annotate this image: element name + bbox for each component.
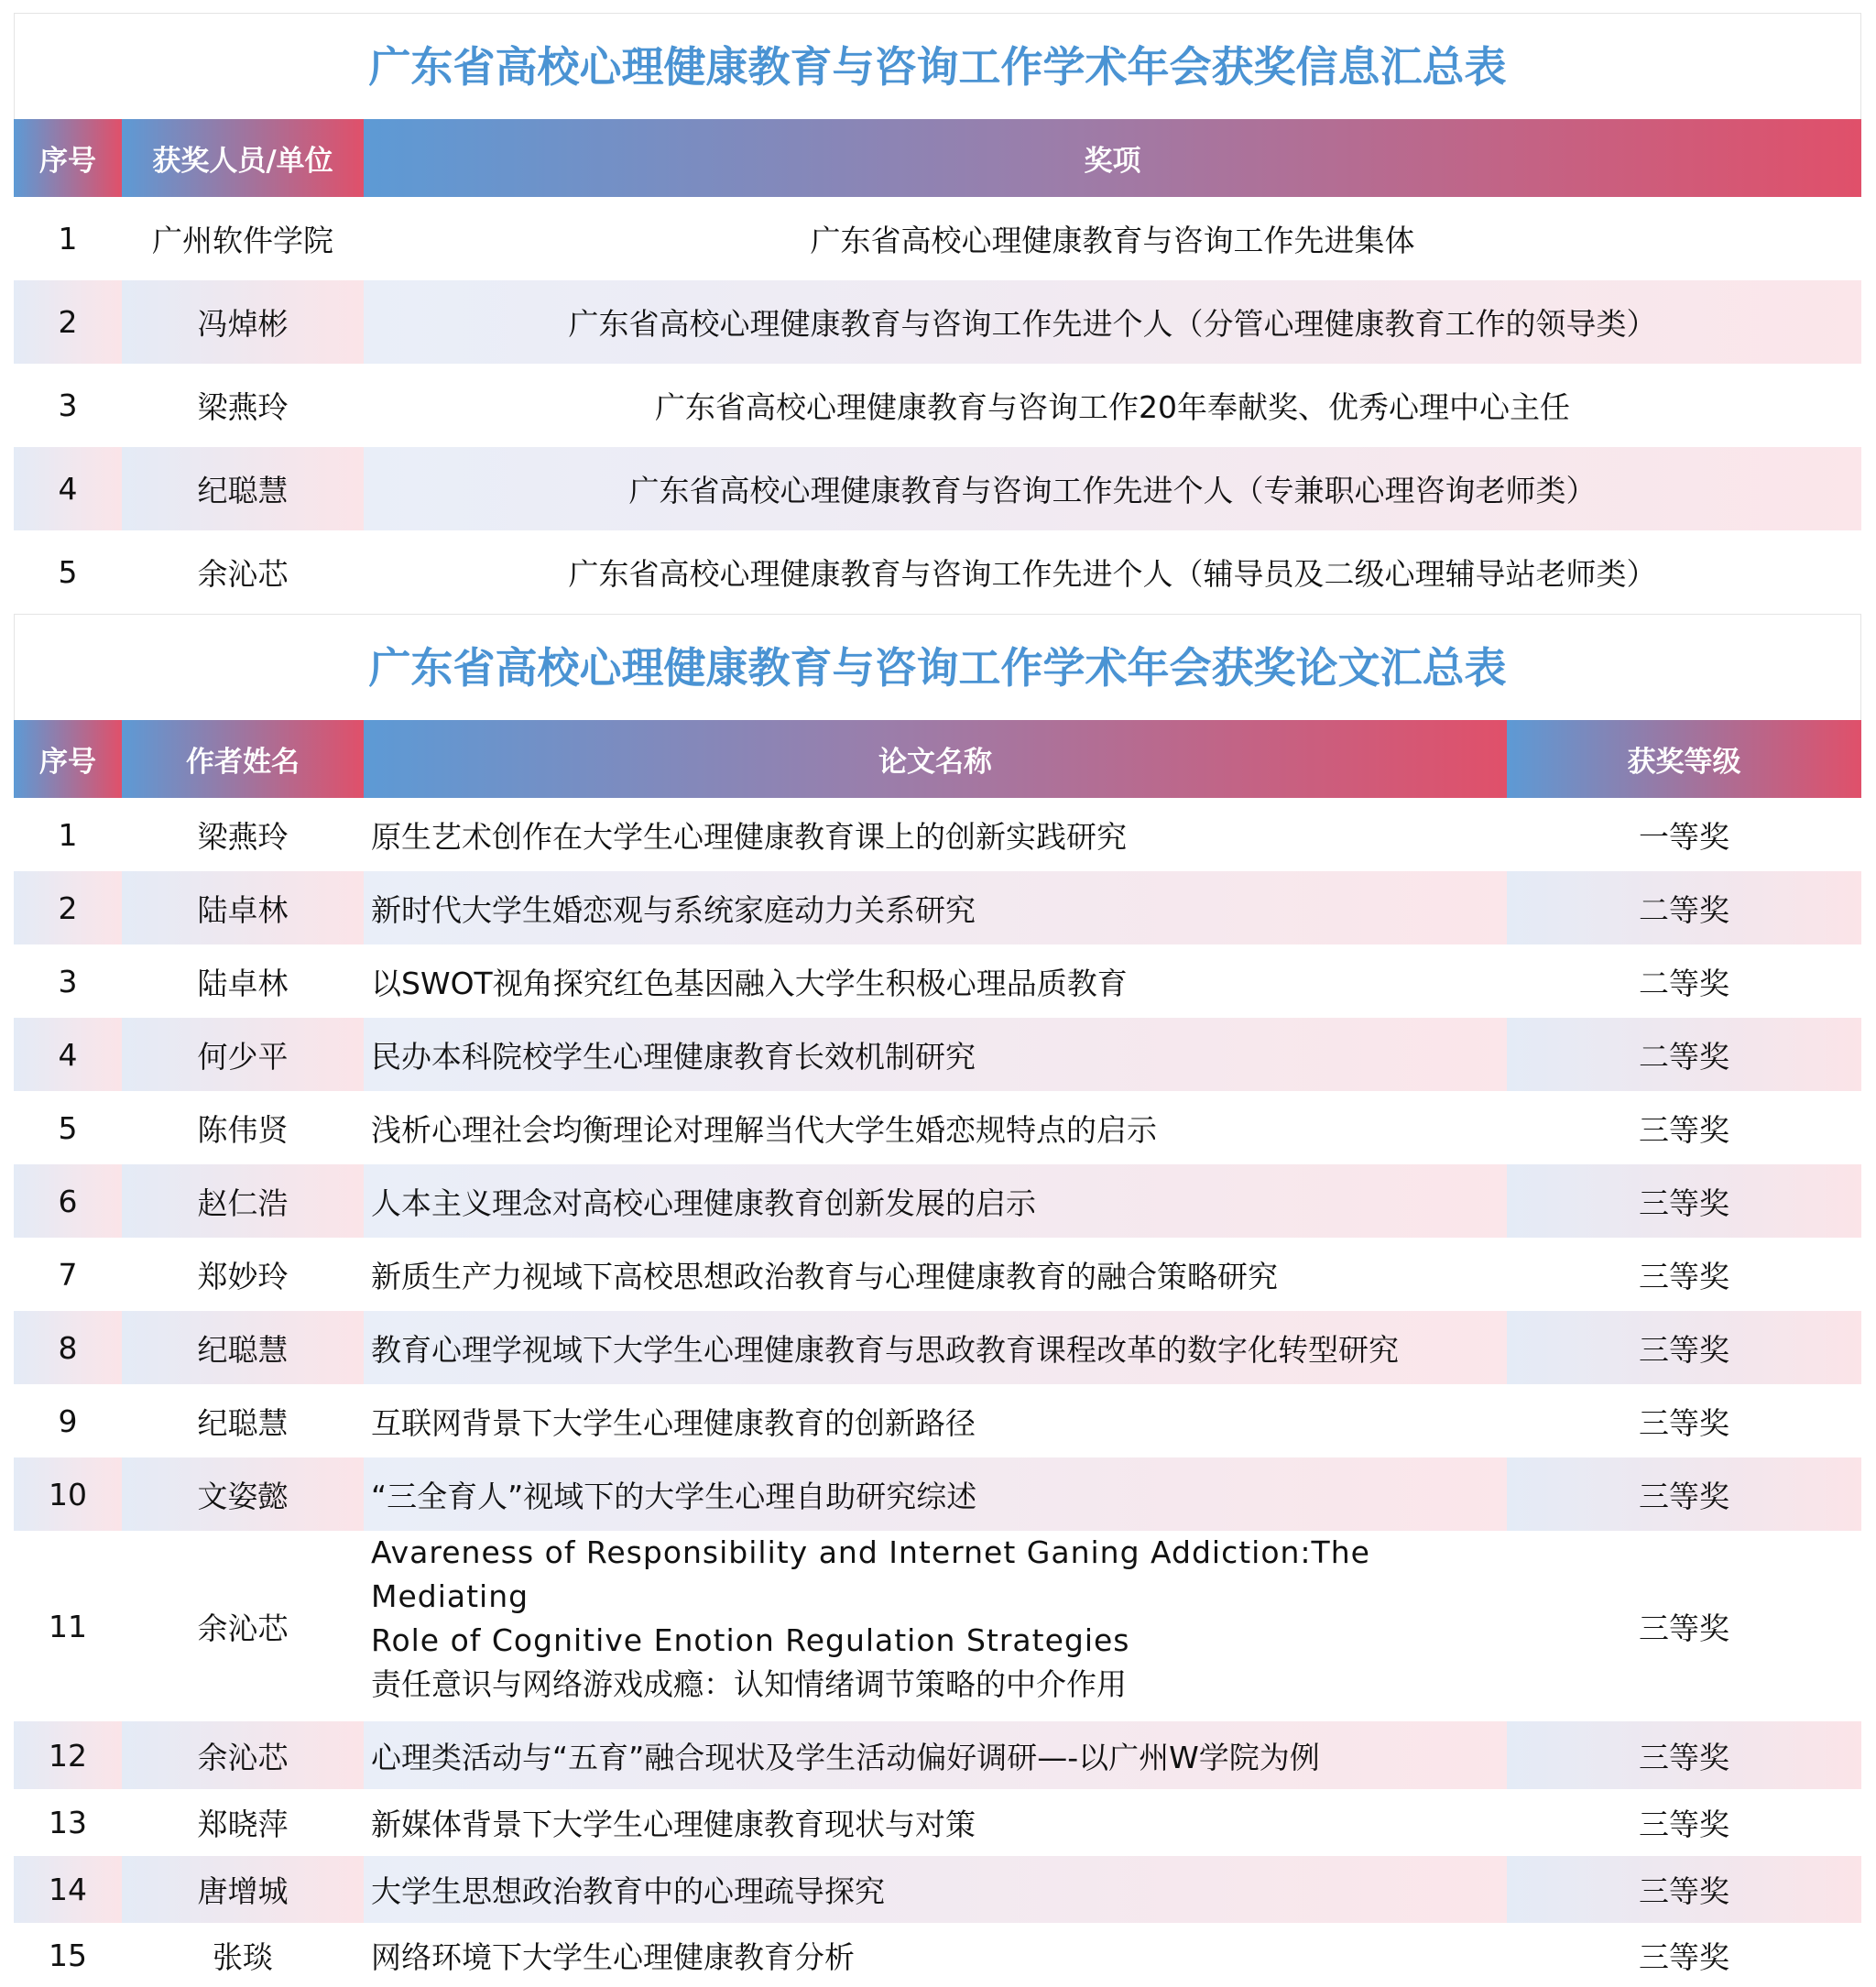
- row-no: 7: [58, 1256, 78, 1293]
- header-winner: 获奖人员/单位: [122, 119, 364, 197]
- row-no: 8: [14, 1311, 122, 1384]
- award-info-table: [14, 13, 1861, 614]
- table-row: [14, 1091, 1861, 1164]
- row-grade: 三等奖: [1639, 1938, 1729, 1975]
- row-award: 广东省高校心理健康教育与咨询工作20年奉献奖、优秀心理中心主任: [655, 389, 1570, 425]
- table-row: [14, 1721, 1861, 1789]
- row-no: 13: [49, 1805, 87, 1840]
- row-no: 12: [14, 1721, 122, 1789]
- table-row: [14, 1789, 1861, 1856]
- row-paper: 新时代大学生婚恋观与系统家庭动力关系研究: [364, 871, 1507, 944]
- header-no: 序号: [14, 720, 122, 798]
- row-award: 广东省高校心理健康教育与咨询工作先进个人（辅导员及二级心理辅导站老师类）: [568, 556, 1657, 592]
- row-no: 3: [58, 388, 78, 423]
- row-grade: 三等奖: [1639, 1610, 1729, 1646]
- row-grade: 三等奖: [1639, 1258, 1729, 1294]
- table-row: [14, 1018, 1861, 1091]
- row-no: 2: [14, 871, 122, 944]
- award-paper-table: [14, 614, 1861, 1987]
- row-no: 11: [49, 1608, 87, 1644]
- row-no: 5: [58, 1109, 78, 1146]
- table-row: [14, 364, 1861, 447]
- row-grade: 三等奖: [1507, 1311, 1861, 1384]
- row-author: 余沁芯: [197, 1610, 289, 1646]
- row-paper: 新质生产力视域下高校思想政治教育与心理健康教育的融合策略研究: [371, 1258, 1278, 1294]
- row-paper: 网络环境下大学生心理健康教育分析: [371, 1938, 855, 1975]
- row-grade: 三等奖: [1507, 1457, 1861, 1531]
- row-grade: 三等奖: [1639, 1111, 1729, 1148]
- row-no: 14: [14, 1856, 122, 1923]
- row-author: 唐增城: [122, 1856, 364, 1923]
- row-author: 陆卓林: [197, 965, 289, 1001]
- row-author: 梁燕玲: [197, 818, 289, 855]
- table-row: [14, 280, 1861, 364]
- row-author: 郑晓萍: [197, 1807, 289, 1842]
- row-no: 3: [58, 963, 78, 999]
- row-no: 1: [58, 221, 78, 257]
- row-author: 纪聪慧: [122, 1311, 364, 1384]
- header-author: 作者姓名: [122, 720, 364, 798]
- row-author: 文姿懿: [122, 1457, 364, 1531]
- row-author: 何少平: [122, 1018, 364, 1091]
- row-paper: 浅析心理社会均衡理论对理解当代大学生婚恋规特点的启示: [371, 1111, 1157, 1148]
- row-author: 赵仁浩: [122, 1164, 364, 1238]
- row-no: 9: [58, 1403, 78, 1439]
- table-row: [14, 944, 1861, 1018]
- row-paper: 大学生思想政治教育中的心理疏导探究: [364, 1856, 1507, 1923]
- row-no: 5: [58, 554, 78, 590]
- paper-title-en-line2: Role of Cognitive Enotion Regulation Strategies: [371, 1622, 1130, 1658]
- row-no: 2: [14, 280, 122, 364]
- row-name: 余沁芯: [197, 556, 289, 592]
- row-no: 4: [14, 1018, 122, 1091]
- row-grade: 一等奖: [1639, 818, 1729, 855]
- table-row: [14, 1164, 1861, 1238]
- table-row: [14, 1311, 1861, 1384]
- row-grade: 二等奖: [1507, 1018, 1861, 1091]
- row-name: 冯焯彬: [122, 280, 364, 364]
- paper-title-cn: 责任意识与网络游戏成瘾：认知情绪调节策略的中介作用: [371, 1666, 1127, 1702]
- header-no: 序号: [14, 119, 122, 197]
- row-no: 4: [14, 447, 122, 530]
- table-row: [14, 1923, 1861, 1987]
- row-paper: 原生艺术创作在大学生心理健康教育课上的创新实践研究: [371, 818, 1127, 855]
- row-paper: “三全育人”视域下的大学生心理自助研究综述: [364, 1457, 1507, 1531]
- row-paper: 人本主义理念对高校心理健康教育创新发展的启示: [364, 1164, 1507, 1238]
- header-paper: 论文名称: [364, 720, 1507, 798]
- row-paper: 心理类活动与“五育”融合现状及学生活动偏好调研—-以广州W学院为例: [364, 1721, 1507, 1789]
- table-row: [14, 871, 1861, 944]
- row-grade: 三等奖: [1507, 1164, 1861, 1238]
- row-no: 1: [58, 816, 78, 853]
- award-paper-title: 广东省高校心理健康教育与咨询工作学术年会获奖论文汇总表: [14, 614, 1861, 720]
- row-grade: 三等奖: [1639, 1807, 1729, 1842]
- row-award: 广东省高校心理健康教育与咨询工作先进个人（专兼职心理咨询老师类）: [364, 447, 1861, 530]
- table-row: [14, 1531, 1861, 1721]
- table-row: [14, 447, 1861, 530]
- row-award: 广东省高校心理健康教育与咨询工作先进集体: [810, 223, 1415, 258]
- row-paper: [364, 1531, 1507, 1721]
- row-paper: 新媒体背景下大学生心理健康教育现状与对策: [371, 1807, 976, 1842]
- row-no: 6: [14, 1164, 122, 1238]
- row-award: 广东省高校心理健康教育与咨询工作先进个人（分管心理健康教育工作的领导类）: [364, 280, 1861, 364]
- row-name: 广州软件学院: [152, 223, 333, 258]
- table-row: [14, 1384, 1861, 1457]
- row-author: 张琰: [213, 1938, 273, 1975]
- table-row: [14, 1856, 1861, 1923]
- award-info-header: [14, 119, 1861, 197]
- table-row: [14, 798, 1861, 871]
- table-row: [14, 1457, 1861, 1531]
- row-paper: 以SWOT视角探究红色基因融入大学生积极心理品质教育: [371, 965, 1128, 1001]
- header-award: 奖项: [364, 119, 1861, 197]
- row-grade: 三等奖: [1639, 1404, 1729, 1441]
- row-author: 余沁芯: [122, 1721, 364, 1789]
- row-no: 15: [49, 1937, 87, 1973]
- row-author: 郑妙玲: [197, 1258, 289, 1294]
- row-name: 梁燕玲: [197, 389, 289, 425]
- row-paper: 教育心理学视域下大学生心理健康教育与思政教育课程改革的数字化转型研究: [364, 1311, 1507, 1384]
- row-paper: 民办本科院校学生心理健康教育长效机制研究: [364, 1018, 1507, 1091]
- table-row: [14, 530, 1861, 614]
- row-author: 纪聪慧: [197, 1404, 289, 1441]
- row-grade: 三等奖: [1507, 1721, 1861, 1789]
- row-paper: 互联网背景下大学生心理健康教育的创新路径: [371, 1404, 976, 1441]
- paper-title-en-line1: Avareness of Responsibility and Internet Ganing Addiction:The Mediating: [371, 1534, 1370, 1614]
- row-no: 10: [14, 1457, 122, 1531]
- row-grade: 二等奖: [1639, 965, 1729, 1001]
- row-grade: 三等奖: [1507, 1856, 1861, 1923]
- row-name: 纪聪慧: [122, 447, 364, 530]
- row-grade: 二等奖: [1507, 871, 1861, 944]
- header-grade: 获奖等级: [1507, 720, 1861, 798]
- table-row: [14, 197, 1861, 280]
- award-info-title: 广东省高校心理健康教育与咨询工作学术年会获奖信息汇总表: [14, 13, 1861, 119]
- row-author: 陆卓林: [122, 871, 364, 944]
- award-paper-header: [14, 720, 1861, 798]
- table-row: [14, 1238, 1861, 1311]
- row-author: 陈伟贤: [197, 1111, 289, 1148]
